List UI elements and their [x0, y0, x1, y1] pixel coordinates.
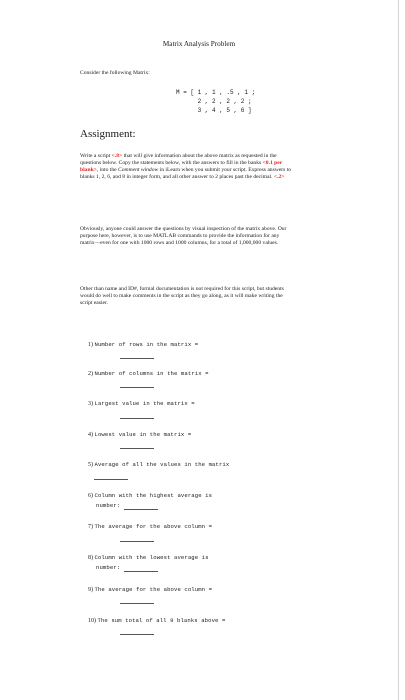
- question-number: 1): [88, 342, 93, 348]
- question-text: Number of columns in the matrix =: [94, 370, 209, 377]
- question-6: [88, 491, 298, 511]
- question-text-continued: number:: [96, 564, 121, 571]
- question-number: 9): [88, 587, 93, 593]
- question-text: The average for the above column =: [94, 523, 213, 530]
- question-3: [88, 399, 298, 409]
- points-label: <0.1 per blank>: [80, 160, 283, 174]
- question-7: [88, 522, 298, 532]
- question-number: 5): [88, 462, 93, 468]
- answer-blank-6[interactable]: [124, 509, 158, 510]
- question-text: Number of rows in the matrix =: [94, 341, 199, 348]
- question-text: Largest value in the matrix =: [94, 400, 195, 407]
- instructions-paragraph: [80, 153, 295, 181]
- assignment-heading: Assignment:: [80, 128, 136, 140]
- matrix-definition: [176, 88, 255, 115]
- instructions-text: in iLearn when you submit your script. Express answers to blanks 1, 2, 6, and 8 in integer form, and all other answer to 2 places past the decimal.: [80, 167, 292, 181]
- instructions-text: , into the: [96, 167, 119, 174]
- question-number: 4): [88, 432, 93, 438]
- question-number: 8): [88, 555, 93, 561]
- question-text-continued: number:: [96, 502, 121, 509]
- question-9: [88, 585, 298, 595]
- answer-blank-7[interactable]: [120, 541, 154, 542]
- question-4: [88, 430, 298, 440]
- matrix-line: M = [ 1 , 1 , .5 , 1 ;: [176, 89, 256, 96]
- consider-label: Consider the following Matrix:: [80, 70, 150, 76]
- question-1: [88, 340, 298, 350]
- question-text: The average for the above column =: [94, 586, 213, 593]
- answer-blank-4[interactable]: [120, 448, 154, 449]
- matrix-line: 2 , 2 , 2 , 2 ;: [176, 98, 252, 105]
- question-text: The sum total of all 9 blanks above =: [97, 617, 226, 624]
- question-number: 3): [88, 401, 93, 407]
- question-number: 2): [88, 371, 93, 377]
- purpose-paragraph: Obviously, anyone could answer the questions by visual inspection of the matrix above. Our purpose here, however, is to use MATLAB commands to provide the information for any matrix—even for one with 1000 rows and 1000 columns, for a total of 1,000,000 values.: [80, 226, 287, 247]
- documentation-paragraph: Other than name and ID#, formal documentation is not required for this script, but students would do well to make comments in the script as they go along, as it will make writing the script easier.: [80, 286, 284, 307]
- question-number: 7): [88, 524, 93, 530]
- answer-blank-10[interactable]: [120, 634, 154, 635]
- question-number: 10): [88, 618, 96, 624]
- question-text: Average of all the values in the matrix: [94, 461, 230, 468]
- document-title: Matrix Analysis Problem: [162, 40, 236, 48]
- question-5: [88, 460, 298, 470]
- comment-window-emphasis: Comment window: [118, 167, 159, 174]
- points-label: <.2>: [273, 174, 285, 181]
- answer-blank-3[interactable]: [120, 418, 154, 419]
- question-number: 6): [88, 493, 93, 499]
- answer-blank-5[interactable]: [94, 479, 128, 480]
- question-10: [88, 616, 298, 626]
- answer-blank-2[interactable]: [120, 387, 154, 388]
- question-text: Lowest value in the matrix =: [94, 431, 192, 438]
- instructions-text: that will give information about the above matrix as requested in the questions below. Copy the statements below, with the answers to fill in the banks: [80, 153, 277, 167]
- question-text: Column with the lowest average is: [94, 554, 209, 561]
- instructions-text: Write a script: [80, 153, 112, 159]
- matrix-line: 3 , 4 , 5 , 6 ]: [176, 107, 252, 114]
- answer-blank-9[interactable]: [120, 603, 154, 604]
- question-2: [88, 369, 298, 379]
- answer-blank-8[interactable]: [124, 571, 158, 572]
- answer-blank-1[interactable]: [120, 358, 154, 359]
- points-label: <.8>: [111, 153, 123, 159]
- question-text: Column with the highest average is: [94, 492, 213, 499]
- question-8: [88, 553, 298, 573]
